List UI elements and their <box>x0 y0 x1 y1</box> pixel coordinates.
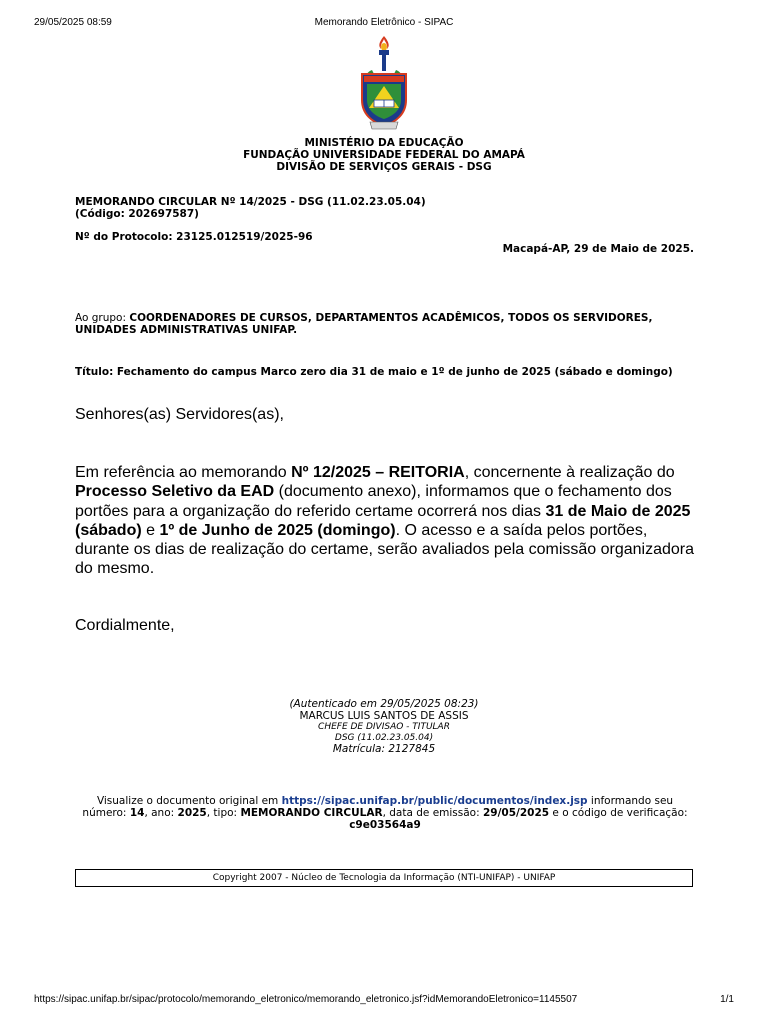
ministry-name: MINISTÉRIO DA EDUCAÇÃO <box>304 137 464 149</box>
print-datetime: 29/05/2025 08:59 <box>34 17 112 28</box>
verification-text: , tipo: <box>206 806 241 819</box>
torch-handle <box>382 55 386 71</box>
verification-number: 14 <box>129 806 145 819</box>
verification-code: c9e03564a9 <box>349 818 421 831</box>
salutation: Senhores(as) Servidores(as), <box>75 406 284 423</box>
verification-text: Visualize o documento original em <box>96 795 282 807</box>
memo-title: Título: Fechamento do campus Marco zero dia 31 de maio e 1º de junho de 2025 (sábado e domingo) <box>75 366 673 378</box>
verification-link[interactable]: https://sipac.unifap.br/public/documentos/index.jsp <box>281 795 588 807</box>
print-url: https://sipac.unifap.br/sipac/protocolo/memorando_eletronico/memorando_eletronico.jsf?idMemorandoEletronico=1145507 <box>34 994 578 1005</box>
torch-flame-core <box>381 43 387 51</box>
paragraph-text: , concernente à realização do <box>464 464 675 481</box>
torch-cup <box>379 50 389 55</box>
paragraph-bold-date-2: 1º de Junho de 2025 (domingo) <box>159 521 396 539</box>
signer-name: MARCUS LUIS SANTOS DE ASSIS <box>299 709 469 722</box>
authentication-stamp: (Autenticado em 29/05/2025 08:23) <box>289 698 479 710</box>
verification-text: informando seu número: <box>82 795 674 819</box>
university-name: FUNDAÇÃO UNIVERSIDADE FEDERAL DO AMAPÁ <box>243 149 525 161</box>
memo-number: MEMORANDO CIRCULAR Nº 14/2025 - DSG (11.02.23.05.04) <box>75 196 426 208</box>
signer-registration: Matrícula: 2127845 <box>332 743 436 755</box>
paragraph-text: . O acesso e a saída pelos portões, durante os dias de realização do certame, serão avaliados pela comissão organizadora do mesmo. <box>75 521 695 578</box>
signer-unit: DSG (11.02.23.05.04) <box>334 733 434 743</box>
paragraph-bold-date-1: 31 de Maio de 2025 (sábado) <box>75 502 691 539</box>
copyright-box: Copyright 2007 - Núcleo de Tecnologia da Informação (NTI-UNIFAP) - UNIFAP <box>75 869 693 887</box>
page-number: 1/1 <box>720 994 734 1005</box>
organization-header <box>0 137 768 173</box>
paragraph-bold-reference: Nº 12/2025 – REITORIA <box>291 464 465 481</box>
memo-identification <box>75 197 426 220</box>
paragraph-text: Em referência ao memorando <box>75 464 292 481</box>
verification-notice <box>75 796 695 831</box>
paragraph-text: (documento anexo), informamos que o fechamento dos portões para a organização do referido certame ocorrerá nos dias <box>75 483 672 520</box>
recipient-group <box>75 313 695 336</box>
shield-band <box>364 76 404 82</box>
recipient-group-value: COORDENADORES DE CURSOS, DEPARTAMENTOS ACADÊMICOS, TODOS OS SERVIDORES, UNIDADES ADMINISTRATIVAS UNIFAP. <box>75 312 653 336</box>
print-page-title: Memorando Eletrônico - SIPAC <box>314 17 454 28</box>
ribbon <box>370 122 398 129</box>
signature-block <box>0 699 768 756</box>
protocol-number: Nº do Protocolo: 23125.012519/2025-96 <box>75 231 313 243</box>
paragraph-text: e <box>141 521 160 539</box>
closing: Cordialmente, <box>75 617 175 634</box>
verification-date: 29/05/2025 <box>482 806 550 819</box>
verification-year: 2025 <box>177 806 207 819</box>
body-paragraph <box>75 463 697 579</box>
university-crest-logo <box>352 34 416 134</box>
verification-text: , ano: <box>144 806 178 819</box>
signer-role: CHEFE DE DIVISAO - TITULAR <box>318 722 450 732</box>
verification-text: e o código de verificação: <box>549 806 688 819</box>
memo-code: (Código: 202697587) <box>75 207 199 220</box>
place-and-date: Macapá-AP, 29 de Maio de 2025. <box>502 243 694 255</box>
paragraph-bold-process: Processo Seletivo da EAD <box>75 483 275 501</box>
recipient-group-label: Ao grupo: <box>75 312 127 324</box>
verification-text: , data de emissão: <box>382 806 483 819</box>
division-name: DIVISÃO DE SERVIÇOS GERAIS - DSG <box>276 161 492 173</box>
verification-type: MEMORANDO CIRCULAR <box>240 806 383 819</box>
